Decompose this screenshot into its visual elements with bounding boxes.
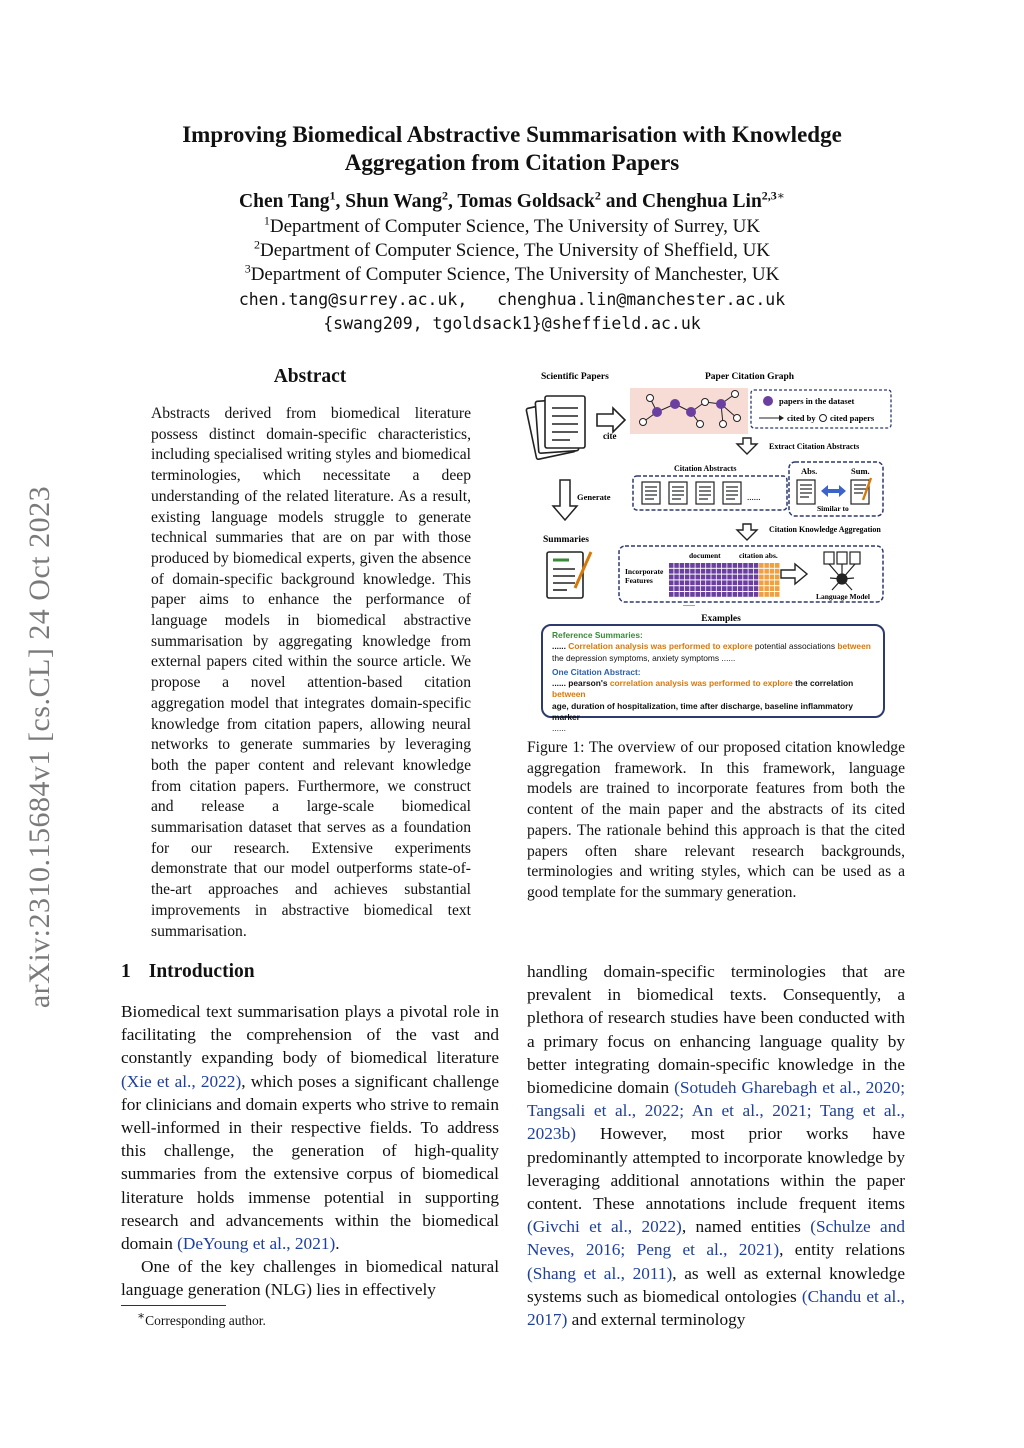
footnote-mark: ∗ [137,1308,146,1323]
papers-stack-icon [526,396,585,460]
feature-cell [685,563,690,568]
feature-cell [696,563,701,568]
feature-cell [717,586,722,591]
legend-cited-by-label: cited by [787,413,816,423]
feature-cell [680,569,685,574]
feature-cell [743,580,748,585]
summary-doc-icon [547,552,591,598]
label-generate: Generate [577,492,611,502]
citation-link[interactable]: (Chandu et al., 2017) [527,1286,905,1330]
feature-cell [754,592,759,597]
label-citation-abs: citation abs. [739,551,778,560]
author-name: Chenghua Lin [642,191,762,212]
feature-cell [733,563,738,568]
feature-cell [754,586,759,591]
label-examples: Examples [701,614,741,624]
feature-cell [775,580,780,585]
affil-sup: 1 [263,213,270,228]
feature-matrix [669,563,780,597]
feature-cell [680,586,685,591]
feature-cell [775,563,780,568]
feature-cell [669,569,674,574]
feature-cell [669,592,674,597]
label-extract: Extract Citation Abstracts [769,442,860,451]
feature-cell [743,563,748,568]
feature-cell [711,575,716,580]
feature-cell [770,586,775,591]
feature-cell [690,575,695,580]
label-summaries: Summaries [543,535,589,545]
one-highlight: correlation analysis was performed to explore [609,678,793,689]
feature-cell [775,592,780,597]
feature-cell [733,575,738,580]
author-separator: and [600,191,643,212]
feature-cell [711,580,716,585]
feature-cell [701,569,706,574]
feature-cell [733,569,738,574]
feature-cell [696,592,701,597]
feature-cell [727,586,732,591]
feature-cell [706,580,711,585]
feature-cell [685,580,690,585]
feature-cell [680,563,685,568]
feature-cell [706,575,711,580]
label-aggregation: Citation Knowledge Aggregation [769,525,881,534]
feature-cell [749,580,754,585]
feature-cell [738,580,743,585]
feature-cell [754,575,759,580]
feature-cell [733,586,738,591]
legend-dataset-label: papers in the dataset [779,396,855,406]
citation-link[interactable]: (Schulze and Neves, 2016; Peng et al., 2021) [527,1217,905,1260]
feature-cell [711,592,716,597]
abstract-heading: Abstract [273,366,347,387]
affiliation-3 [112,261,912,286]
text-run: , entity relations [779,1240,905,1260]
feature-cell [680,580,685,585]
citation-link[interactable]: (Sotudeh Gharebagh et al., 2020; Tangsali et al., 2022; An et al., 2021; Tang et al., 2023b) [527,1078,905,1144]
text-run: , as well as external knowledge systems such as biomedical ontologies [527,1263,905,1306]
feature-cell [759,586,764,591]
text-run: However, most prior works have predominantly attempted to incorporate knowledge by leveraging additional annotations within the paper content. These annotations include frequent items [527,1124,905,1214]
label-scientific-papers: Scientific Papers [541,372,609,382]
feature-cell [690,580,695,585]
feature-cell [770,569,775,574]
feature-cell [701,586,706,591]
affil-text: Department of Computer Science, The University of Manchester, UK [250,264,780,285]
feature-cell [775,569,780,574]
feature-cell [764,592,769,597]
abstract-doc-icons [642,482,741,504]
feature-cell [701,575,706,580]
feature-cell [770,563,775,568]
label-cite: cite [603,431,617,441]
feature-cell [749,592,754,597]
feature-cell [743,569,748,574]
feature-cell [754,580,759,585]
feature-cell [711,569,716,574]
feature-cell [770,592,775,597]
label-paper-citation-graph: Paper Citation Graph [705,372,795,382]
feature-cell [727,563,732,568]
feature-cell [749,569,754,574]
feature-cell [754,563,759,568]
one-highlight-between: between [552,689,586,700]
feature-cell [706,569,711,574]
extract-arrow [737,438,757,454]
label-citation-abstracts: Citation Abstracts [674,464,737,473]
affiliation-1 [112,213,912,238]
author-affil-sup: 1 [329,188,336,203]
dataset-node [716,399,726,409]
feature-cell [722,575,727,580]
footnote-text: Corresponding author. [145,1313,266,1328]
intro-paragraph-2: One of the key challenges in biomedical natural language generation (NLG) lies in effectively [121,1257,499,1300]
feature-cell [696,580,701,585]
author-name: Tomas Goldsack [457,191,595,212]
text-run: . [335,1234,340,1254]
feature-cell [749,575,754,580]
text-run: , named entities [681,1217,811,1237]
ref-prefix: ...... [552,641,569,652]
intro-paragraph-1 [121,1000,499,1255]
citation-abstract-end: age, duration of hospitalization, time after discharge, baseline inflammatory marker [552,700,854,723]
feature-cell [738,586,743,591]
generate-arrow [553,480,577,520]
feature-cell [696,569,701,574]
text-run: handling domain-specific terminologies that are prevalent in biomedical texts. Consequently, a plethora of research studies have been conducted with a primary focus on enhancing language quality by better integrating domain-specific knowledge in the biomedicine domain [527,962,905,1098]
legend-cited-marker [820,415,827,422]
feature-cell [717,575,722,580]
feature-cell [727,569,732,574]
feature-cell [743,575,748,580]
feature-cell [696,575,701,580]
affiliation-2 [112,237,912,262]
one-middle: the correlation [792,678,854,689]
one-citation-heading: One Citation Abstract: [552,666,641,677]
corresponding-mark: ∗ [776,188,785,203]
label-similar-to: Similar to [817,504,849,513]
feature-cell [764,569,769,574]
text-run: , which poses a significant challenge for clinicians and domain experts who strive to remain well-informed in their respective fields. To address this challenge, the generation of high-quality summaries from the extensive corpus of biomedical literature holds immense potential in supporting research and advancements within the biomedical domain [121,1071,499,1254]
feature-cell [690,563,695,568]
feature-cell [743,592,748,597]
feature-cell [722,563,727,568]
feature-cell [733,580,738,585]
citation-abstract-text [552,678,874,701]
author-affil-sup: 2 [441,188,448,203]
citation-link[interactable]: (DeYoung et al., 2021) [177,1234,336,1254]
feature-cell [690,592,695,597]
author-affil-sup: 2,3 [761,188,777,203]
feature-cell [674,592,679,597]
emails-line-1: chen.tang@surrey.ac.uk, chenghua.lin@manchester.ac.uk [238,290,786,309]
feature-cell [717,569,722,574]
feature-cell [674,586,679,591]
feature-cell [775,586,780,591]
author-name: Chen Tang [239,191,330,212]
author-name: Shun Wang [345,191,442,212]
label-feature-dots: ...... [683,599,695,608]
feature-cell [738,563,743,568]
examples-box [541,624,885,734]
feature-cell [669,575,674,580]
legend-dataset-marker [763,396,773,406]
citation-link[interactable]: (Givchi et al., 2022) [527,1217,682,1237]
feature-cell [669,586,674,591]
label-incorporate: Incorporate [625,567,664,576]
affil-text: Department of Computer Science, The University of Surrey, UK [269,216,761,237]
feature-cell [696,586,701,591]
text-run: and external terminology [567,1310,746,1330]
feature-cell [706,563,711,568]
feature-cell [727,580,732,585]
feature-cell [685,592,690,597]
feature-cell [680,592,685,597]
feature-cell [754,569,759,574]
label-sum: Sum. [851,466,870,476]
feature-cell [717,580,722,585]
ref-middle: potential associations [752,641,838,652]
aggregation-arrow [737,524,757,540]
affil-text: Department of Computer Science, The University of Sheffield, UK [259,240,771,261]
feature-cell [690,586,695,591]
one-prefix: ...... pearson's [552,678,610,689]
feature-cell [770,580,775,585]
dataset-node [652,407,662,417]
feature-cell [717,592,722,597]
dataset-node [686,407,696,417]
reference-summary-end: the depression symptoms, anxiety symptoms ...... [552,652,736,663]
abs-doc-icon [797,480,815,504]
title-line-1: Improving Biomedical Abstractive Summarisation with Knowledge [182,122,842,147]
affil-sup: 2 [253,237,260,252]
citation-link[interactable]: (Xie et al., 2022) [121,1071,242,1091]
section-heading [121,961,255,983]
language-model-icon [824,552,860,590]
intro-left-column [121,1000,499,1302]
label-document: document [689,551,721,560]
feature-cell [759,580,764,585]
feature-cell [674,569,679,574]
feature-cell [711,586,716,591]
citation-link[interactable]: (Shang et al., 2011) [527,1263,673,1283]
feature-cell [764,563,769,568]
feature-cell [743,586,748,591]
label-language-model: Language Model [816,592,870,601]
sum-doc-icon [851,478,871,504]
feature-cell [759,592,764,597]
feature-cell [764,580,769,585]
legend-cited-label: cited papers [830,413,875,423]
feature-cell [759,563,764,568]
feature-cell [727,575,732,580]
feature-cell [775,575,780,580]
feature-cell [701,592,706,597]
label-features: Features [625,576,653,585]
footnote [137,1308,266,1329]
intro-right-column [527,960,905,1331]
abstract-body: Abstracts derived from biomedical literature possess distinct domain-specific characteristics, including specialised writing styles and biomedical terminologies, which necessitate a deep understanding of the related literature. As a result, existing language models struggle to generate technical summaries that are on par with those produced by biomedical experts, given the absence of domain-specific background knowledge. This paper aims to enhance the performance of language models in biomedical abstractive summarisation by aggregating knowledge from external papers cited within the source article. We propose a novel attention-based citation aggregation model that integrates domain-specific knowledge from citation papers, allowing neural networks to generate summaries by leveraging both the paper content and relevant knowledge from citation papers. Furthermore, we construct and release a large-scale biomedical summarisation dataset that serves as a foundation for our research. Extensive experiments demonstrate that our model outperforms state-of-the-art approaches and achieves substantial improvements in abstractive biomedical text summarisation. [151,405,471,940]
arxiv-side-label: arXiv:2310.15684v1 [cs.CL] 24 Oct 2023 [23,485,56,1009]
figure-caption: Figure 1: The overview of our proposed citation knowledge aggregation framework. In this framework, language models are trained to incorporate features from both the content of the main paper and the abstracts of its cited papers. The rationale behind this approach is that the cited papers often share relevant research backgrounds, terminologies and writing styles, which can be used as a good template for the summary generation. [527,739,905,901]
feature-cell [722,592,727,597]
feature-cell [749,586,754,591]
similarity-arrow-icon [821,485,846,497]
feature-cell [764,586,769,591]
feature-cell [759,569,764,574]
dataset-node [670,399,680,409]
feature-cell [711,563,716,568]
feature-cell [669,563,674,568]
feature-cell [738,592,743,597]
feature-cell [722,586,727,591]
ref-highlight-between: between [837,641,871,652]
feature-cell [674,575,679,580]
feature-cell [685,575,690,580]
feature-cell [770,575,775,580]
feature-cell [680,575,685,580]
author-list [112,188,912,213]
model-arrow [781,564,807,584]
section-title: Introduction [148,961,255,982]
reference-summaries-heading: Reference Summaries: [552,630,643,640]
author-separator: , [335,191,346,212]
feature-cell [685,586,690,591]
feature-cell [706,586,711,591]
author-affil-sup: 2 [594,188,601,203]
feature-cell [674,580,679,585]
paper-title [112,121,912,177]
text-run: Biomedical text summarisation plays a pivotal role in facilitating the comprehension of the vast and constantly expanding body of biomedical literature [121,1002,499,1068]
affil-sup: 3 [244,261,251,276]
feature-cell [701,563,706,568]
feature-cell [722,569,727,574]
feature-cell [701,580,706,585]
feature-cell [722,580,727,585]
reference-summary-text [552,641,874,652]
author-separator: , [447,191,458,212]
section-number: 1 [121,961,131,982]
feature-cell [738,575,743,580]
citation-abstract-tail: ...... [552,723,566,734]
feature-cell [685,569,690,574]
feature-cell [764,575,769,580]
feature-cell [706,592,711,597]
feature-cell [717,563,722,568]
ref-highlight: Correlation analysis was performed to explore [568,641,753,652]
feature-cell [674,563,679,568]
cite-arrow [597,408,625,432]
feature-cell [669,580,674,585]
title-line-2: Aggregation from Citation Papers [344,150,680,175]
feature-cell [690,569,695,574]
feature-cell [727,592,732,597]
feature-cell [733,592,738,597]
label-abstracts-ellipsis: ...... [747,492,761,502]
footnote-rule [121,1305,226,1306]
feature-cell [749,563,754,568]
label-abs: Abs. [801,466,818,476]
feature-cell [738,569,743,574]
arrow-head-icon [779,415,784,421]
feature-cell [759,575,764,580]
emails-line-2: {swang209, tgoldsack1}@sheffield.ac.uk [323,314,701,333]
